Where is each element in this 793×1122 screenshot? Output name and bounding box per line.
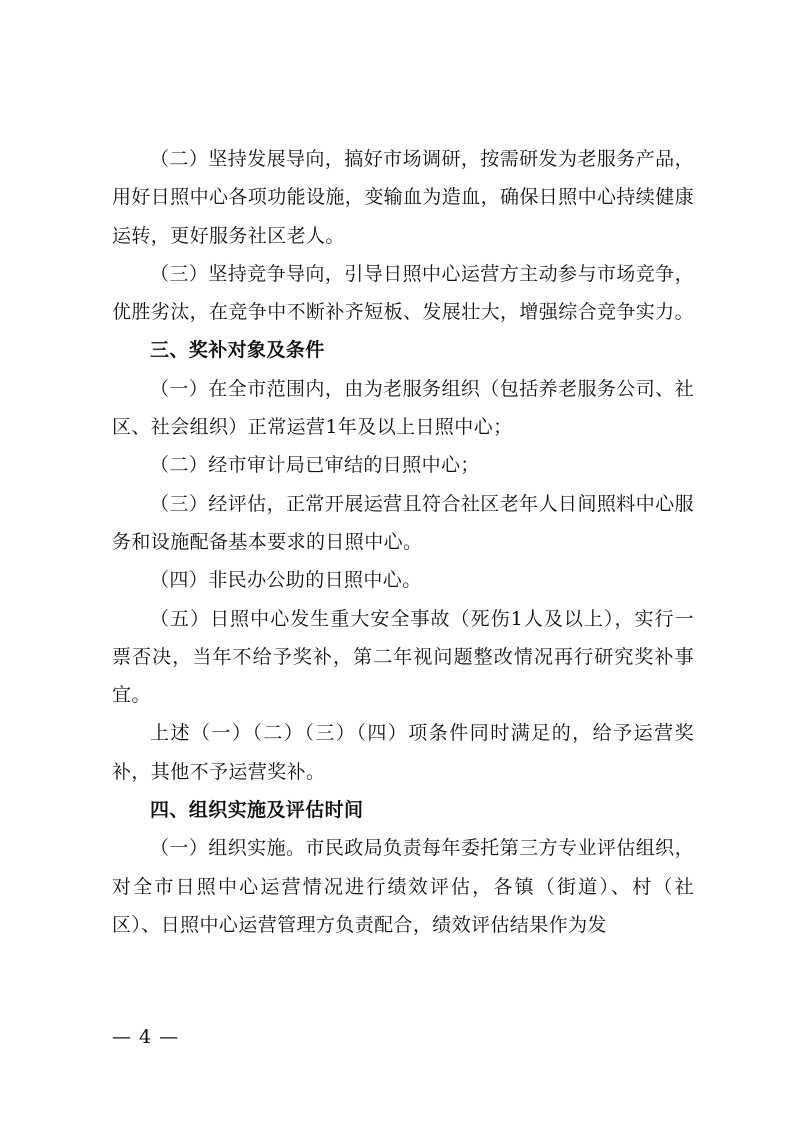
paragraph-condition-5: （五）日照中心发生重大安全事故（死伤1人及以上），实行一票否决，当年不给予奖补，第二年视问题整改情况再行研究奖补事宜。 — [112, 607, 694, 707]
paragraph-condition-4: （四）非民办公助的日照中心。 — [150, 569, 422, 592]
section-heading-implementation: 四、组织实施及评估时间 — [150, 799, 364, 822]
paragraph-conditions-summary: 上述（一）（二）（三）（四）项条件同时满足的，给予运营奖补，其他不予运营奖补。 — [112, 722, 694, 783]
paragraph-condition-1: （一）在全市范围内，由为老服务组织（包括养老服务公司、社区、社会组织）正常运营1年及以上日照中心； — [112, 377, 694, 439]
paragraph-implementation-1: （一）组织实施。市民政局负责每年委托第三方专业评估组织，对全市日照中心运营情况进行绩效评估，各镇（街道）、村（社区）、日照中心运营管理方负责配合，绩效评估结果作为发 — [112, 837, 694, 936]
document-body — [112, 140, 694, 944]
section-heading-subsidy-targets: 三、奖补对象及条件 — [150, 339, 325, 362]
paragraph-development-orientation: （二）坚持发展导向，搞好市场调研，按需研发为老服务产品，用好日照中心各项功能设施，变输血为造血，确保日照中心持续健康运转，更好服务社区老人。 — [112, 148, 695, 247]
paragraph-competition-orientation: （三）坚持竞争导向，引导日照中心运营方主动参与市场竞争，优胜劣汰，在竞争中不断补齐短板、发展壮大，增强综合竞争实力。 — [112, 262, 695, 324]
paragraph-condition-2: （二）经市审计局已审结的日照中心； — [150, 454, 480, 477]
page-number: — 4 — — [112, 1026, 180, 1048]
paragraph-condition-3: （三）经评估，正常开展运营且符合社区老年人日间照料中心服务和设施配备基本要求的日照中心。 — [112, 492, 694, 553]
